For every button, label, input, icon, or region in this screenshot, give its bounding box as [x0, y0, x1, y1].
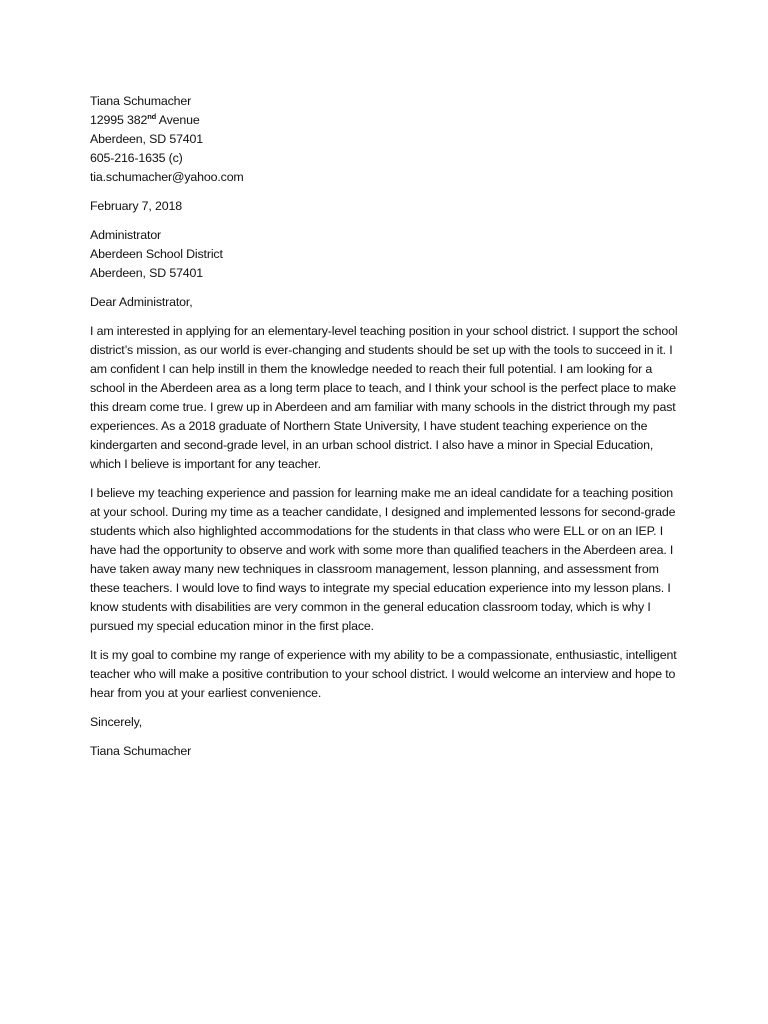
sender-block: [90, 92, 680, 187]
closing-block: [90, 713, 680, 732]
sender-address-street: Avenue: [156, 113, 200, 127]
paragraph-text: I believe my teaching experience and passion for learning make me an ideal candidate for a teaching position at your school. During my time as a teacher candidate, I designed and implemented lessons for second-grade students which also highlighted accommodations for the students in that class who were ELL or on an IEP. I have had the opportunity to observe and work with some more than qualified teachers in the Aberdeen area. I have taken away many new techniques in classroom management, lesson planning, and assessment from these teachers. I would love to find ways to integrate my special education experience into my lesson plans. I know students with disabilities are very common in the general education classroom today, which is why I pursued my special education minor in the first place.: [90, 486, 676, 633]
salutation: Dear Administrator,: [90, 295, 193, 309]
body-paragraph-1: [90, 322, 680, 474]
recipient-title: Administrator: [90, 228, 162, 242]
signature-name: Tiana Schumacher: [90, 744, 192, 758]
date-block: [90, 197, 680, 216]
sender-address-suffix: nd: [147, 112, 157, 121]
sender-phone: 605-216-1635 (c): [90, 151, 183, 165]
paragraph-text: It is my goal to combine my range of experience with my ability to be a compassionate, enthusiastic, intelligent teacher who will make a positive contribution to your school district. I would welcome an interview and hope to hear from you at your earliest convenience.: [90, 648, 677, 700]
recipient-city: Aberdeen, SD 57401: [90, 266, 204, 280]
body-paragraph-3: [90, 646, 680, 703]
recipient-organization: Aberdeen School District: [90, 247, 223, 261]
sender-address-number: 12995 382: [90, 113, 148, 127]
sender-address: [90, 111, 680, 130]
signature-block: [90, 742, 680, 761]
body-paragraph-2: [90, 484, 680, 636]
closing: Sincerely,: [90, 715, 142, 729]
paragraph-text: I am interested in applying for an elementary-level teaching position in your school district. I support the school district’s mission, as our world is ever-changing and students should be set up with the tools to succeed in it. I am confident I can help instill in them the knowledge needed to reach their full potential. I am looking for a school in the Aberdeen area as a long term place to teach, and I think your school is the perfect place to make this dream come true. I grew up in Aberdeen and am familiar with many schools in the district through my past experiences. As a 2018 graduate of Northern State University, I have student teaching experience on the kindergarten and second-grade level, in an urban school district. I also have a minor in Special Education, which I believe is important for any teacher.: [90, 324, 678, 471]
sender-name: Tiana Schumacher: [90, 94, 192, 108]
sender-email: tia.schumacher@yahoo.com: [90, 170, 244, 184]
salutation-block: [90, 293, 680, 312]
letter-date: February 7, 2018: [90, 199, 182, 213]
recipient-block: [90, 226, 680, 283]
cover-letter: [90, 92, 680, 761]
sender-city: Aberdeen, SD 57401: [90, 132, 204, 146]
